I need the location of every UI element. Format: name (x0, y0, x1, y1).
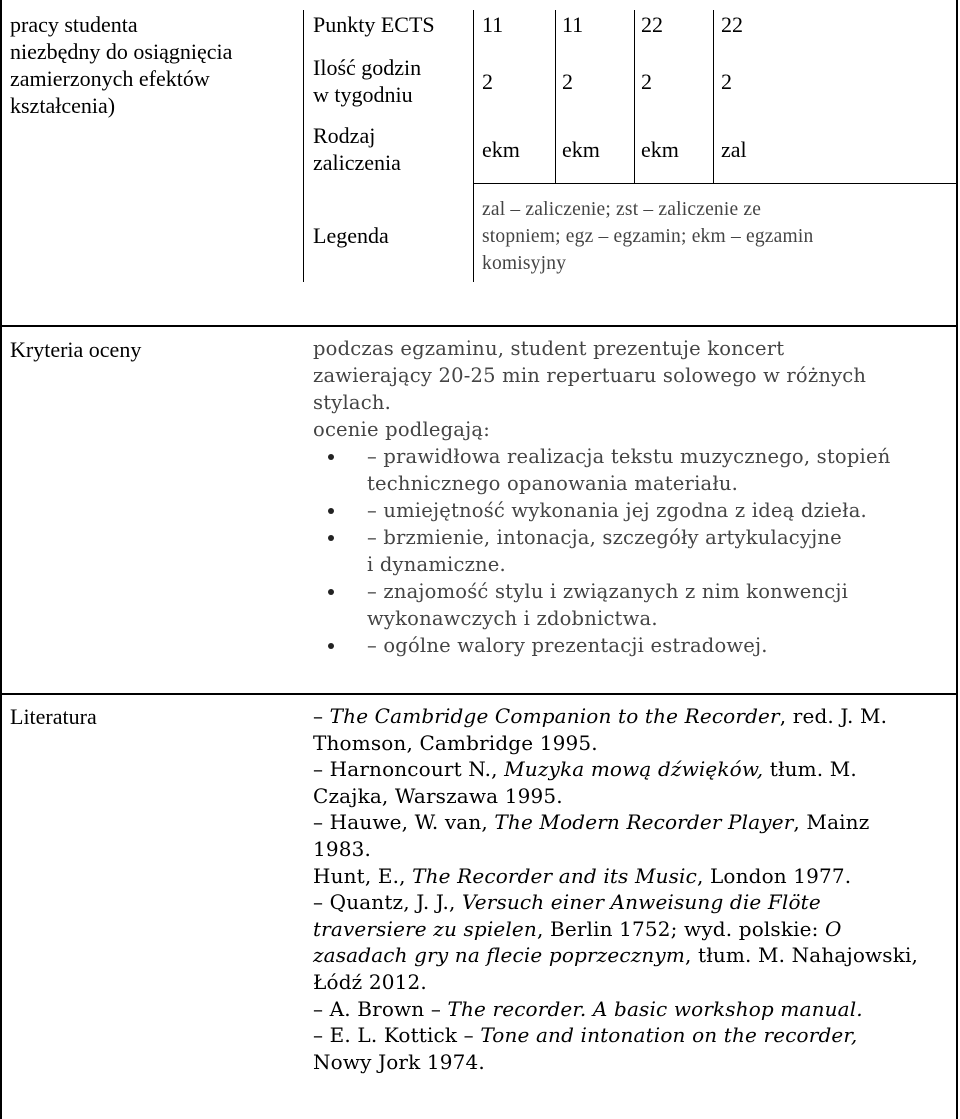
literatura-line (313, 942, 918, 969)
kryteria-bullet-text: – prawidłowa realizacja tekstu muzycznego, stopień (367, 445, 891, 468)
kryteria-bullet-text: – umiejętność wykonania jej zgodna z ideą dzieła. (367, 499, 867, 522)
row-divider-literatura (0, 693, 958, 695)
outer-right-border (956, 0, 958, 1119)
kryteria-intro-line: ocenie podlegają: (313, 418, 490, 441)
kryteria-intro-line: podczas egzaminu, student prezentuje koncert (313, 337, 785, 360)
top-left-line: kształcenia) (10, 93, 116, 118)
ects-col-divider-2 (634, 10, 635, 183)
ects-cell-value: ekm (562, 137, 600, 162)
literatura-text: – Quantz, J. J., (313, 890, 462, 915)
bullet-dot (328, 454, 334, 460)
bullet-dot (328, 535, 334, 541)
top-left-line: zamierzonych efektów (10, 66, 210, 91)
top-left-line: pracy studenta (10, 12, 138, 37)
literatura-line (313, 1022, 857, 1049)
literatura-line (313, 809, 869, 836)
literatura-line (313, 916, 842, 943)
outer-left-border (0, 0, 2, 1119)
kryteria-label: Kryteria oceny (10, 337, 142, 362)
kryteria-bullet-text: wykonawczych i zdobnictwa. (367, 607, 658, 630)
literatura-line (313, 996, 863, 1023)
bullet-dot (328, 589, 334, 595)
ects-cell-value: ekm (482, 137, 520, 162)
literatura-text: , London 1977. (696, 863, 852, 888)
ects-cell-value: 11 (482, 12, 504, 37)
literatura-title: traversiere zu spielen (313, 916, 537, 941)
literatura-title: Versuch einer Anweisung die Flöte (462, 890, 821, 915)
literatura-text: , red. J. M. (779, 704, 888, 728)
ects-cell-value: 11 (562, 12, 584, 37)
ects-row-label: Rodzaj (313, 123, 376, 148)
ects-row-label: Punkty ECTS (313, 12, 435, 37)
legend-line: stopniem; egz – egzamin; ekm – egzamin (482, 226, 814, 247)
ects-col-divider-1 (555, 10, 556, 183)
literatura-line (313, 703, 887, 730)
literatura-line (313, 969, 427, 996)
literatura-text: Thomson, Cambridge 1995. (313, 730, 598, 755)
literatura-text: , tłum. M. Nahajowski, (685, 943, 919, 968)
literatura-text: Hunt, E., (313, 863, 413, 888)
bullet-dot (328, 508, 334, 514)
ects-cell-value: 22 (641, 12, 663, 37)
literatura-text: 1983. (313, 837, 372, 861)
kryteria-bullet-text: technicznego opanowania materiału. (367, 472, 739, 495)
row-divider-kryteria (0, 325, 958, 327)
ects-cell-value: zal (721, 137, 747, 162)
kryteria-bullet-text: – brzmienie, intonacja, szczegóły artykulacyjne (367, 526, 842, 549)
kryteria-bullet-text: – ogólne walory prezentacji estradowej. (367, 634, 768, 657)
ects-legend-divider (473, 183, 958, 184)
kryteria-intro-line: zawierający 20-25 min repertuaru solowego w różnych (313, 364, 867, 387)
bullet-dot (328, 643, 334, 649)
literatura-line (313, 756, 857, 783)
literatura-title: The recorder. A basic workshop manual. (447, 996, 863, 1021)
literatura-line (313, 863, 851, 890)
literatura-line (313, 730, 598, 757)
literatura-text: – A. Brown – (313, 996, 448, 1021)
ects-col-divider-3 (713, 10, 714, 183)
literatura-text: Czajka, Warszawa 1995. (313, 783, 563, 808)
literatura-title: zasadach gry na flecie poprzecznym (313, 943, 685, 968)
ects-cell-value: 2 (562, 69, 573, 94)
literatura-text: Łódź 2012. (313, 970, 427, 994)
inner-left-border (303, 10, 304, 282)
legend-line: zal – zaliczenie; zst – zaliczenie ze (482, 199, 762, 220)
kryteria-bullet-text: i dynamiczne. (367, 553, 506, 576)
ects-cell-value: 22 (721, 12, 743, 37)
ects-cell-value: 2 (482, 69, 493, 94)
literatura-title: Muzyka mową dźwięków, (504, 757, 764, 782)
literatura-text: – E. L. Kottick – (313, 1023, 481, 1048)
kryteria-intro-line: stylach. (313, 391, 392, 414)
ects-cell-value: ekm (641, 137, 679, 162)
literatura-title: The Modern Recorder Player (494, 810, 794, 835)
literatura-title: O (825, 916, 842, 941)
ects-row-label: w tygodniu (313, 82, 413, 107)
legend-line: komisyjny (482, 253, 567, 274)
literatura-text: – (313, 704, 330, 728)
literatura-title: The Recorder and its Music (412, 863, 697, 888)
literatura-text: tłum. M. (763, 757, 857, 782)
literatura-text: , Mainz (793, 810, 870, 835)
literatura-label: Literatura (10, 704, 97, 729)
literatura-title: The Cambridge Companion to the Recorder (329, 704, 780, 728)
ects-row-label: Ilość godzin (313, 55, 422, 80)
literatura-text: , Berlin 1752; wyd. polskie: (536, 916, 826, 941)
literatura-text: Nowy Jork 1974. (313, 1049, 485, 1074)
literatura-line (313, 889, 821, 916)
literatura-line (313, 1049, 485, 1076)
top-left-line: niezbędny do osiągnięcia (10, 39, 233, 64)
literatura-line (313, 836, 371, 863)
ects-label-divider (473, 10, 474, 282)
ects-cell-value: 2 (721, 69, 732, 94)
kryteria-bullet-text: – znajomość stylu i związanych z nim konwencji (367, 580, 849, 603)
ects-row-label: zaliczenia (313, 150, 401, 175)
literatura-title: Tone and intonation on the recorder, (480, 1023, 858, 1048)
ects-cell-value: 2 (641, 69, 652, 94)
literatura-line (313, 783, 563, 810)
literatura-text: – Harnoncourt N., (313, 757, 505, 782)
legend-label: Legenda (313, 223, 389, 248)
literatura-text: – Hauwe, W. van, (313, 810, 495, 835)
